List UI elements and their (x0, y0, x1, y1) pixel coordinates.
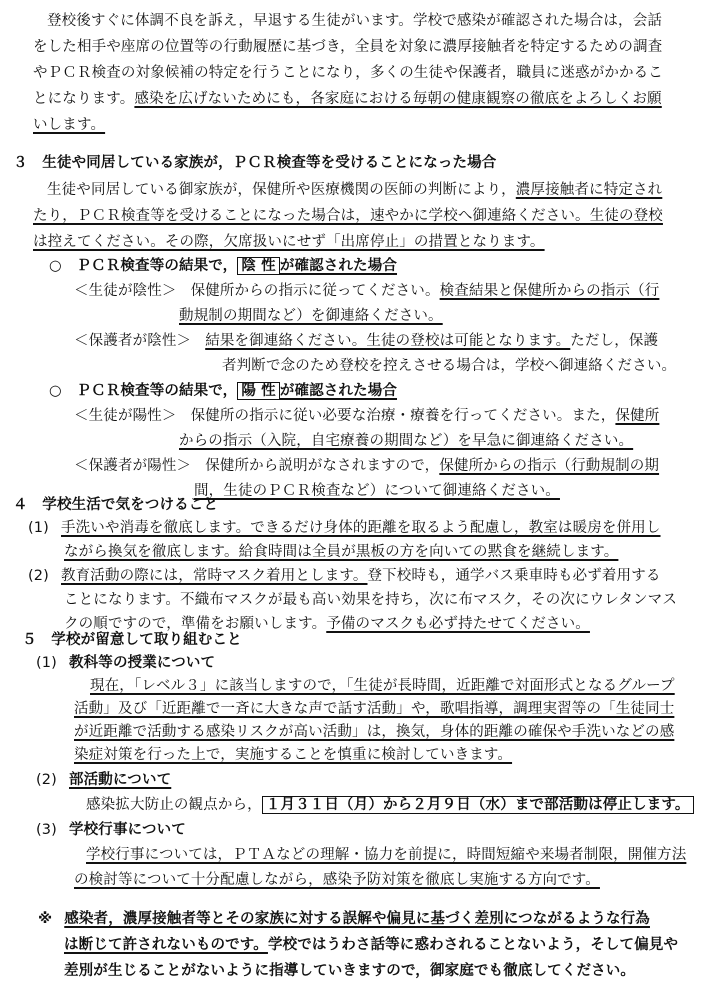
note-line-1 (38, 907, 650, 932)
negative-heading-suffix: が確認された場合 (279, 258, 398, 274)
s3-para-line-3-underlined: は控えてください。その際，欠席扱いにせず「出席停止」の措置となります。 (33, 234, 545, 250)
note-line-2 (64, 933, 678, 958)
s5-item-1-underlined-3: が近距離で活動する感染リスクが高い活動」は，換気，身体的距離の確保や手洗いなどの感 (74, 724, 675, 740)
guardian-negative-label: ＜保護者が陰性＞ (74, 333, 192, 349)
section-5-heading: ５ 学校が留意して取り組むこと (22, 632, 242, 648)
note-line-3: 差別が生じることがないように指導していきますので，御家庭でも徹底してください。 (64, 963, 636, 979)
s5-item-3-underlined-1: 学校行事については，ＰＴＡなどの理解・協力を前提に，時間短縮や来場者制限，開催方法 (86, 847, 687, 863)
s5-item-1-line-1 (90, 674, 675, 699)
s3-para-line-3 (33, 230, 545, 255)
s5-item-2-text: 感染拡大防止の観点から， (86, 797, 262, 813)
student-negative-text: 保健所からの指示に従ってください。 (190, 283, 440, 299)
s5-item-1-line-2 (74, 697, 674, 722)
s3-para-line-2 (33, 204, 663, 229)
s4-item-1-underlined: 手洗いや消毒を徹底します。できるだけ身体的距離を取るよう配慮し，教室は暖房を併用し (61, 520, 661, 536)
s5-item-1-title: 教科等の授業について (69, 655, 216, 671)
student-positive-underlined: 保健所 (615, 408, 660, 424)
student-negative-underlined: 検査結果と保健所からの指示（行 (439, 283, 660, 299)
note-line-1-underlined: 感染者，濃厚接触者等とその家族に対する誤解や偏見に基づく差別につながるような行為 (64, 911, 650, 927)
positive-result-heading (49, 379, 397, 404)
s3-para-line-1-underlined: 濃厚接触者に特定され (515, 182, 663, 198)
positive-box: 陽 性 (237, 382, 280, 400)
s4-item-1-line-1 (28, 516, 661, 541)
club-suspension-box: １月３１日（月）から２月９日（水）まで部活動は停止します。 (262, 796, 694, 814)
s5-item-1-line-3 (74, 720, 674, 745)
intro-line-5 (33, 113, 105, 138)
s5-item-1-underlined-4: 染症対策を行った上で，実施することを慎重に検討していきます。 (74, 747, 513, 763)
s5-item-3-number: (3) (36, 822, 57, 838)
note-mark: ※ (38, 911, 53, 927)
intro-line-4 (33, 87, 662, 112)
s4-item-2-text-3: クの順ですので，準備をお願いします。 (64, 616, 327, 632)
s5-item-2-number: (2) (36, 772, 57, 788)
student-positive-text: 保健所の指示に従い必要な治療・療養を行ってください。また， (190, 408, 616, 424)
s5-item-3-line-1 (86, 843, 686, 868)
guardian-negative-underlined: 結果を御連絡ください。生徒の登校は可能となります。 (205, 333, 571, 349)
s4-item-2-underlined-3: 予備のマスクも必ず持たせてください。 (326, 616, 590, 632)
section-3-heading: ３ 生徒や同居している家族が，ＰＣＲ検査等を受けることになった場合 (13, 155, 497, 171)
guardian-positive-label: ＜保護者が陽性＞ (74, 458, 192, 474)
student-positive-underlined-2: からの指示（入院，自宅療養の期間など）を早急に御連絡ください。 (179, 433, 634, 449)
s5-item-1-underlined-2: 活動」及び「近距離で一斉に大きな声で話す活動」や，歌唱指導，調理実習等の「生徒同士 (74, 701, 675, 717)
s5-item-1-line-4 (74, 743, 512, 768)
s5-item-2-heading (36, 768, 171, 793)
negative-box: 陰 性 (237, 257, 280, 275)
student-positive-line-2 (179, 429, 633, 454)
s4-item-2-number: (2) (28, 568, 49, 584)
note-line-2-underlined: は断じて許されないものです。 (64, 937, 268, 953)
intro-line-4-plain: とになります。 (33, 91, 135, 107)
guardian-negative-line-2: 者判断で念のため登校を控えさせる場合は，学校へ御連絡ください。 (222, 358, 677, 374)
negative-heading-prefix: ○ ＰＣＲ検査等の結果で， (49, 258, 238, 274)
guardian-positive-text: 保健所から説明がなされますので， (205, 458, 440, 474)
guardian-positive-underlined: 保健所からの指示（行動規制の期 (439, 458, 660, 474)
student-negative-line-1 (74, 279, 659, 304)
s3-para-line-2-underlined: たり，ＰＣＲ検査等を受けることになった場合は，速やかに学校へ御連絡ください。生徒の登校 (33, 208, 663, 224)
s5-item-1-underlined-1: 現在，「レベル３」に該当しますので，「生徒が長時間，近距離で対面形式となるグループ (90, 678, 675, 694)
negative-result-heading (49, 254, 397, 279)
guardian-positive-underlined-2: 間，生徒のＰＣＲ検査など）について御連絡ください。 (194, 483, 560, 499)
s4-item-2-line-1 (28, 564, 661, 589)
s5-item-3-line-2 (74, 868, 600, 893)
s4-item-2-text: 登下校時も，通学バス乗車時も必ず着用する (367, 568, 661, 584)
s3-para-line-1 (47, 178, 662, 203)
student-positive-label: ＜生徒が陽性＞ (74, 408, 177, 424)
section-4-heading: ４ 学校生活で気をつけること (13, 497, 219, 513)
student-negative-line-2 (179, 304, 443, 329)
s4-item-2-underlined: 教育活動の際には，常時マスク着用とします。 (61, 568, 368, 584)
intro-line-1: 登校後すぐに体調不良を訴え，早退する生徒がいます。学校で感染が確認された場合は，会話 (47, 13, 663, 29)
intro-line-4-underlined: 感染を広げないためにも，各家庭における毎朝の健康観察の徹底をよろしくお願 (134, 91, 662, 107)
intro-line-3: やＰＣＲ検査の対象候補の特定を行うことになり，多くの生徒や保護者，職員に迷惑がかかるこ (33, 65, 663, 81)
s5-item-1-heading (36, 651, 215, 676)
s5-item-3-underlined-2: の検討等について十分配慮しながら，感染予防対策を徹底し実施する方向です。 (74, 872, 600, 888)
intro-line-2: をした相手や座席の位置等の行動履歴に基づき，全員を対象に濃厚接触者を特定するための調査 (33, 39, 663, 55)
s5-item-3-heading (36, 818, 186, 843)
s4-item-1-underlined-2: ながら換気を徹底します。給食時間は全員が黒板の方を向いての黙食を継続します。 (64, 544, 619, 560)
student-negative-label: ＜生徒が陰性＞ (74, 283, 177, 299)
s4-item-1-line-2 (64, 540, 618, 565)
s3-para-line-1-plain: 生徒や同居している御家族が，保健所や医療機関の医師の判断により， (47, 182, 516, 198)
guardian-negative-text: ただし，保護 (570, 333, 659, 349)
positive-heading-prefix: ○ ＰＣＲ検査等の結果で， (49, 383, 238, 399)
s5-item-1-number: (1) (36, 655, 57, 671)
student-negative-underlined-2: 動規制の期間など）を御連絡ください。 (179, 308, 443, 324)
s5-item-2-line-1 (86, 793, 694, 818)
guardian-negative-line-1 (74, 329, 658, 354)
s4-item-1-number: (1) (28, 520, 49, 536)
s5-item-2-title: 部活動について (69, 772, 172, 788)
intro-line-5-underlined: いします。 (33, 117, 106, 133)
student-positive-line-1 (74, 404, 659, 429)
s5-item-3-title: 学校行事について (69, 822, 186, 838)
guardian-positive-line-1 (74, 454, 659, 479)
guardian-positive-line-2 (194, 479, 560, 504)
s4-item-2-line-2: ことになります。不織布マスクが最も高い効果を持ち，次に布マスク，その次にウレタンマス (64, 592, 677, 608)
positive-heading-suffix: が確認された場合 (279, 383, 398, 399)
note-line-2-text: 学校ではうわさ話等に惑わされることないよう，そして偏見や (267, 937, 679, 953)
